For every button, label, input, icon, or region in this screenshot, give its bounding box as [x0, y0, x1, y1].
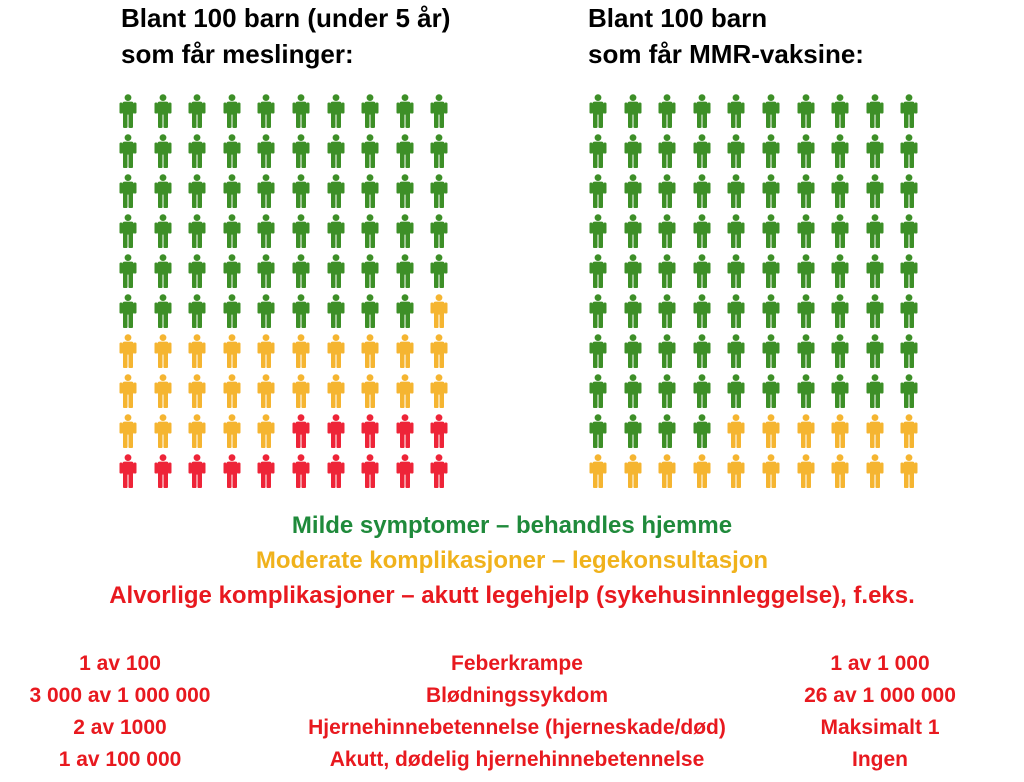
person-icon	[900, 294, 918, 328]
person-icon	[866, 454, 884, 488]
person-icon	[119, 294, 137, 328]
person-icon	[693, 214, 711, 248]
person-icon	[119, 254, 137, 288]
person-icon	[188, 254, 206, 288]
person-icon	[693, 334, 711, 368]
person-icon	[693, 134, 711, 168]
person-icon	[223, 174, 241, 208]
person-icon	[727, 94, 745, 128]
person-icon	[624, 374, 642, 408]
person-icon	[223, 134, 241, 168]
person-icon	[292, 174, 310, 208]
person-icon	[327, 414, 345, 448]
vaccine-frequency: Maksimalt 1	[820, 716, 940, 739]
person-icon	[292, 254, 310, 288]
person-icon	[188, 334, 206, 368]
person-icon	[866, 134, 884, 168]
person-icon	[223, 374, 241, 408]
person-icon	[430, 334, 448, 368]
person-icon	[762, 94, 780, 128]
legend-moderate: Moderate komplikasjoner – legekonsultasjon	[255, 547, 769, 574]
person-icon	[292, 454, 310, 488]
person-icon	[154, 94, 172, 128]
person-icon	[727, 374, 745, 408]
person-icon	[327, 134, 345, 168]
person-icon	[119, 134, 137, 168]
person-icon	[188, 134, 206, 168]
person-icon	[797, 414, 815, 448]
person-icon	[223, 214, 241, 248]
person-icon	[119, 214, 137, 248]
person-icon	[658, 134, 676, 168]
person-icon	[693, 94, 711, 128]
person-icon	[831, 174, 849, 208]
complication-name: Blødningssykdom	[425, 684, 609, 707]
person-icon	[658, 174, 676, 208]
person-icon	[658, 94, 676, 128]
person-icon	[693, 294, 711, 328]
person-icon	[900, 94, 918, 128]
person-icon	[624, 94, 642, 128]
person-icon	[831, 414, 849, 448]
person-icon	[154, 214, 172, 248]
person-icon	[727, 454, 745, 488]
person-icon	[257, 254, 275, 288]
person-icon	[900, 134, 918, 168]
person-icon	[361, 414, 379, 448]
person-icon	[658, 294, 676, 328]
complication-name: Akutt, dødelig hjernehinnebetennelse	[329, 748, 705, 771]
vaccine-frequency-column	[790, 648, 970, 776]
person-icon	[361, 334, 379, 368]
person-icon	[762, 214, 780, 248]
person-icon	[154, 254, 172, 288]
person-icon	[693, 254, 711, 288]
person-icon	[188, 94, 206, 128]
person-icon	[589, 94, 607, 128]
person-icon	[361, 294, 379, 328]
person-icon	[727, 254, 745, 288]
vaccine-frequency: 26 av 1 000 000	[804, 684, 956, 707]
person-icon	[589, 294, 607, 328]
person-icon	[762, 414, 780, 448]
person-icon	[154, 374, 172, 408]
person-icon	[797, 134, 815, 168]
person-icon	[188, 214, 206, 248]
person-icon	[154, 174, 172, 208]
person-icon	[361, 214, 379, 248]
person-icon	[624, 334, 642, 368]
person-icon	[119, 334, 137, 368]
person-icon	[396, 294, 414, 328]
complication-name: Feberkrampe	[451, 652, 583, 675]
person-icon	[430, 374, 448, 408]
person-icon	[154, 414, 172, 448]
person-icon	[658, 454, 676, 488]
person-icon	[900, 334, 918, 368]
person-icon	[396, 414, 414, 448]
person-icon	[430, 174, 448, 208]
person-icon	[797, 334, 815, 368]
person-icon	[327, 94, 345, 128]
person-icon	[430, 414, 448, 448]
person-icon	[589, 134, 607, 168]
person-icon	[900, 254, 918, 288]
person-icon	[693, 174, 711, 208]
person-icon	[361, 254, 379, 288]
person-icon	[727, 214, 745, 248]
person-icon	[831, 454, 849, 488]
person-icon	[831, 334, 849, 368]
person-icon	[589, 334, 607, 368]
heading-vaccine	[588, 0, 864, 72]
measles-frequency: 2 av 1000	[73, 716, 167, 739]
person-icon	[430, 214, 448, 248]
person-icon	[658, 254, 676, 288]
person-icon	[624, 174, 642, 208]
person-icon	[257, 94, 275, 128]
legend-serious: Alvorlige komplikasjoner – akutt legehjelp (sykehusinnleggelse), f.eks.	[109, 582, 915, 609]
person-icon	[797, 214, 815, 248]
person-icon	[866, 254, 884, 288]
person-icon	[589, 214, 607, 248]
person-icon	[327, 454, 345, 488]
person-icon	[396, 214, 414, 248]
measles-frequency: 1 av 100 000	[58, 748, 182, 771]
person-icon	[797, 174, 815, 208]
person-icon	[900, 414, 918, 448]
person-icon	[624, 454, 642, 488]
person-icon	[624, 294, 642, 328]
person-icon	[396, 134, 414, 168]
person-icon	[762, 294, 780, 328]
person-icon	[361, 374, 379, 408]
person-icon	[797, 94, 815, 128]
person-icon	[727, 294, 745, 328]
person-icon	[727, 334, 745, 368]
person-icon	[900, 454, 918, 488]
person-icon	[831, 374, 849, 408]
person-icon	[257, 414, 275, 448]
person-icon	[900, 214, 918, 248]
person-icon	[119, 414, 137, 448]
vaccine-frequency: Ingen	[852, 748, 908, 771]
heading-vaccine-line1: Blant 100 barn	[588, 3, 768, 33]
person-icon	[762, 174, 780, 208]
person-icon	[396, 374, 414, 408]
person-icon	[589, 374, 607, 408]
person-icon	[866, 94, 884, 128]
person-icon	[866, 174, 884, 208]
person-icon	[831, 294, 849, 328]
person-icon	[797, 374, 815, 408]
person-icon	[658, 414, 676, 448]
person-icon	[727, 174, 745, 208]
person-icon	[831, 134, 849, 168]
person-icon	[658, 334, 676, 368]
person-icon	[292, 374, 310, 408]
person-icon	[396, 94, 414, 128]
person-icon	[727, 134, 745, 168]
person-icon	[589, 254, 607, 288]
person-icon	[624, 134, 642, 168]
person-icon	[624, 254, 642, 288]
person-icon	[119, 374, 137, 408]
person-icon	[223, 334, 241, 368]
person-icon	[727, 414, 745, 448]
person-icon	[589, 454, 607, 488]
person-icon	[430, 134, 448, 168]
person-icon	[154, 334, 172, 368]
person-icon	[257, 454, 275, 488]
complication-name: Hjernehinnebetennelse (hjerneskade/død)	[308, 716, 726, 739]
person-icon	[292, 134, 310, 168]
person-icon	[900, 374, 918, 408]
person-icon	[430, 454, 448, 488]
person-icon	[257, 334, 275, 368]
person-icon	[257, 374, 275, 408]
heading-vaccine-line2: som får MMR-vaksine:	[588, 39, 864, 69]
measles-frequency-column	[10, 648, 230, 776]
person-icon	[154, 294, 172, 328]
person-icon	[292, 94, 310, 128]
person-icon	[900, 174, 918, 208]
person-icon	[327, 334, 345, 368]
person-icon	[119, 454, 137, 488]
person-icon	[361, 94, 379, 128]
person-icon	[257, 134, 275, 168]
person-icon	[223, 254, 241, 288]
person-icon	[866, 334, 884, 368]
person-icon	[188, 454, 206, 488]
person-icon	[866, 374, 884, 408]
person-icon	[762, 334, 780, 368]
vaccine-frequency: 1 av 1 000	[830, 652, 930, 675]
person-icon	[589, 414, 607, 448]
person-icon	[831, 254, 849, 288]
person-icon	[831, 94, 849, 128]
person-icon	[430, 254, 448, 288]
person-icon	[188, 294, 206, 328]
person-icon	[257, 214, 275, 248]
person-icon	[762, 454, 780, 488]
person-icon	[292, 334, 310, 368]
person-icon	[327, 174, 345, 208]
person-icon	[292, 294, 310, 328]
person-icon	[223, 454, 241, 488]
person-icon	[154, 454, 172, 488]
person-icon	[361, 134, 379, 168]
person-icon	[327, 374, 345, 408]
person-icon	[797, 294, 815, 328]
person-icon	[430, 294, 448, 328]
person-icon	[797, 454, 815, 488]
person-icon	[188, 374, 206, 408]
person-icon	[624, 414, 642, 448]
person-icon	[292, 414, 310, 448]
person-icon	[589, 174, 607, 208]
person-icon	[624, 214, 642, 248]
person-icon	[396, 334, 414, 368]
person-icon	[396, 254, 414, 288]
person-icon	[866, 414, 884, 448]
person-icon	[430, 94, 448, 128]
person-icon	[762, 134, 780, 168]
person-icon	[658, 214, 676, 248]
person-icon	[292, 214, 310, 248]
person-icon	[327, 254, 345, 288]
person-icon	[831, 214, 849, 248]
person-icon	[223, 414, 241, 448]
person-icon	[119, 174, 137, 208]
person-icon	[257, 294, 275, 328]
heading-measles-line1: Blant 100 barn (under 5 år)	[121, 3, 451, 33]
legend-mild: Milde symptomer – behandles hjemme	[291, 512, 733, 539]
heading-measles	[121, 0, 450, 72]
person-icon	[188, 174, 206, 208]
measles-frequency: 3 000 av 1 000 000	[29, 684, 211, 707]
person-icon	[327, 294, 345, 328]
person-icon	[361, 174, 379, 208]
complication-column	[270, 648, 764, 776]
person-icon	[866, 294, 884, 328]
person-icon	[327, 214, 345, 248]
person-icon	[119, 94, 137, 128]
measles-frequency: 1 av 100	[79, 652, 161, 675]
person-icon	[396, 174, 414, 208]
person-icon	[693, 454, 711, 488]
person-icon	[257, 174, 275, 208]
person-icon	[693, 374, 711, 408]
person-icon	[223, 294, 241, 328]
person-icon	[762, 254, 780, 288]
person-icon	[866, 214, 884, 248]
person-icon	[797, 254, 815, 288]
person-icon	[154, 134, 172, 168]
person-icon	[762, 374, 780, 408]
person-icon	[658, 374, 676, 408]
person-icon	[396, 454, 414, 488]
person-icon	[188, 414, 206, 448]
person-icon	[693, 414, 711, 448]
person-icon	[223, 94, 241, 128]
person-icon	[361, 454, 379, 488]
heading-measles-line2: som får meslinger:	[121, 39, 354, 69]
